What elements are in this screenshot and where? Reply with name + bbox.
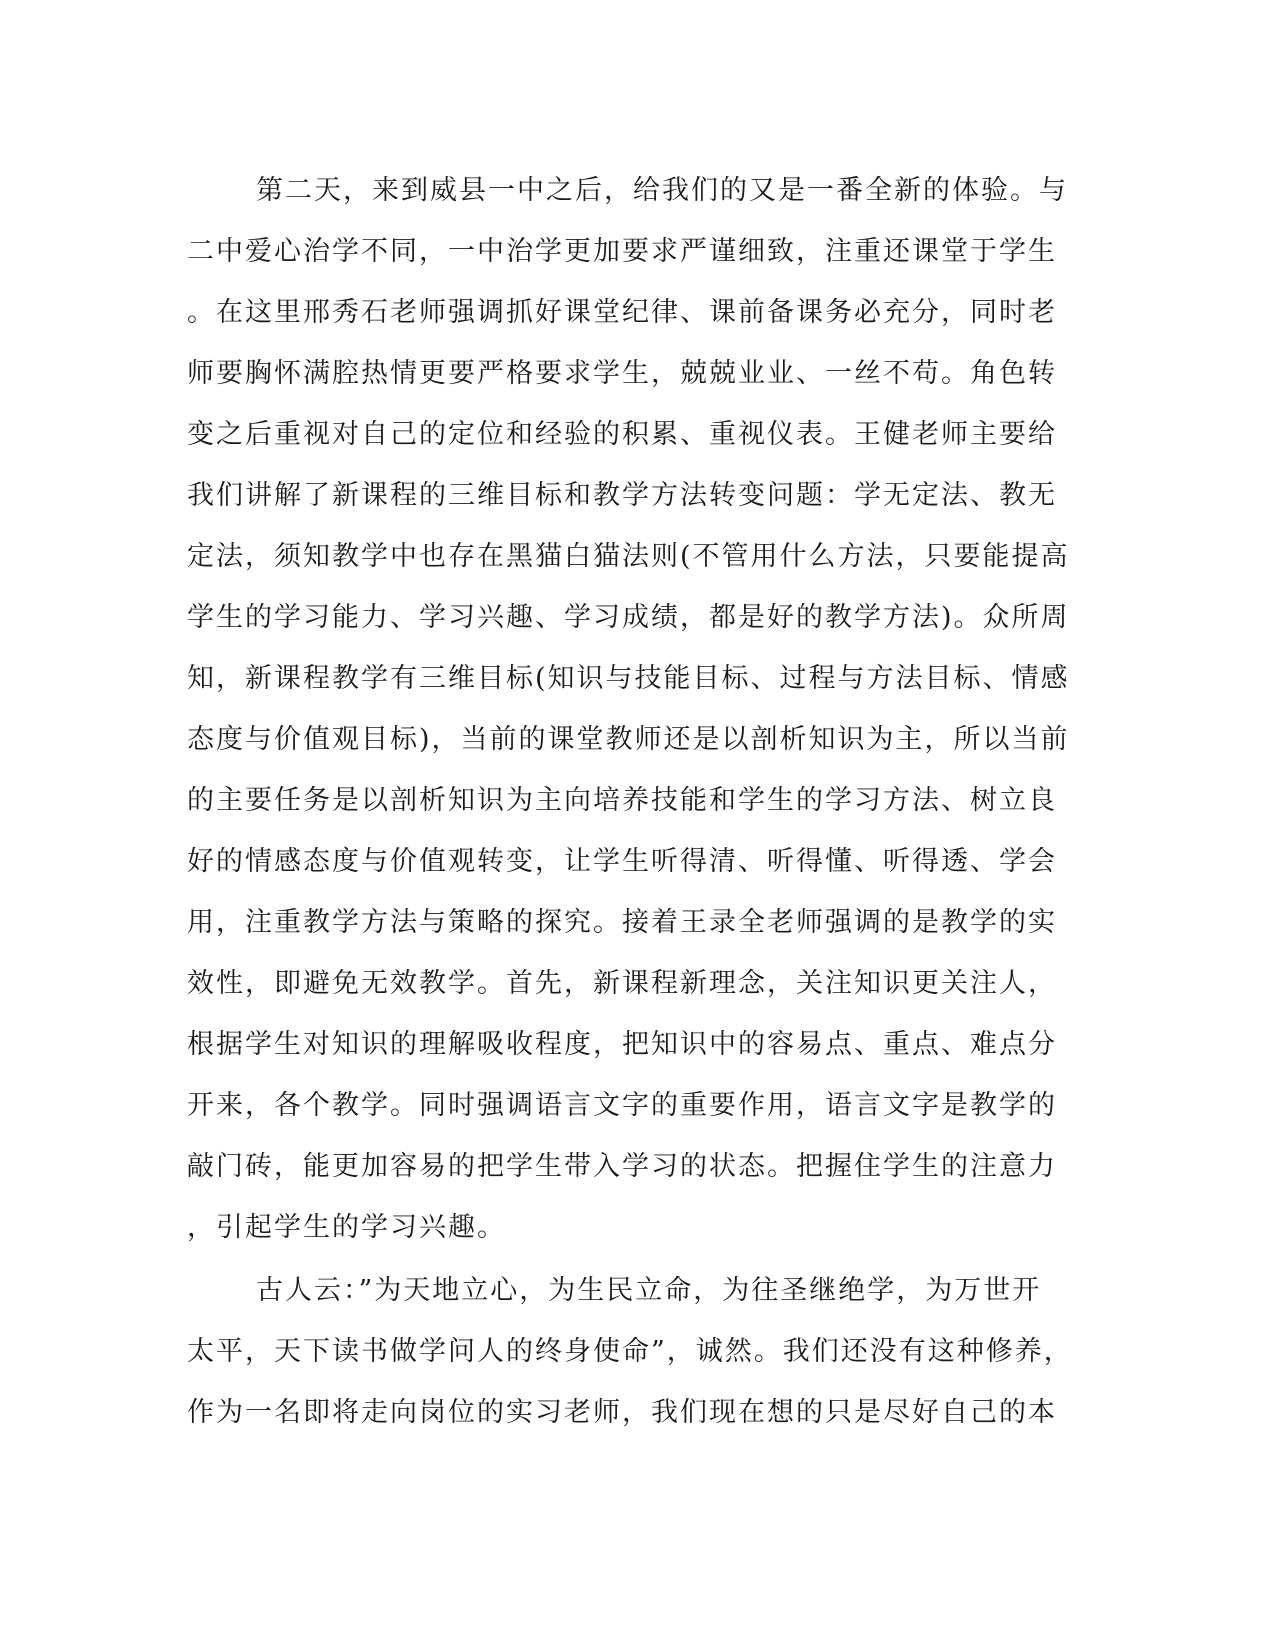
paragraph-2 [187,1260,1073,1443]
text-line: 我们讲解了新课程的三维目标和教学方法转变问题：学无定法、教无 [187,480,1057,511]
text-line: 根据学生对知识的理解吸收程度，把知识中的容易点、重点、难点分 [187,1029,1057,1060]
text-line: 师要胸怀满腔热情更要严格要求学生，兢兢业业、一丝不苟。角色转 [187,358,1057,389]
text-line: 定法，须知教学中也存在黑猫白猫法则(不管用什么方法，只要能提高 [187,541,1070,572]
text-line: 的主要任务是以剖析知识为主向培养技能和学生的学习方法、树立良 [187,785,1057,816]
text-line: 作为一名即将走向岗位的实习老师，我们现在想的只是尽好自己的本 [187,1397,1057,1428]
text-line: 变之后重视对自己的定位和经验的积累、重视仪表。王健老师主要给 [187,419,1057,450]
text-line: 开来，各个教学。同时强调语言文字的重要作用，语言文字是教学的 [187,1090,1057,1121]
text-line: 太平，天下读书做学问人的终身使命”，诚然。我们还没有这种修养， [187,1336,1073,1367]
text-line: 二中爱心治学不同，一中治学更加要求严谨细致，注重还课堂于学生 [187,236,1057,267]
text-line: ，引起学生的学习兴趣。 [187,1212,506,1243]
text-line: 效性，即避免无效教学。首先，新课程新理念，关注知识更关注人， [187,968,1057,999]
text-line: 态度与价值观目标)，当前的课堂教师还是以剖析知识为主，所以当前 [187,724,1070,755]
text-line: 知，新课程教学有三维目标(知识与技能目标、过程与方法目标、情感 [187,663,1070,694]
text-line: 好的情感态度与价值观转变，让学生听得清、听得懂、听得透、学会 [187,846,1057,877]
paragraph-1 [187,160,1070,1258]
text-line: 学生的学习能力、学习兴趣、学习成绩，都是好的教学方法)。众所周 [187,602,1070,633]
text-line: 。在这里邢秀石老师强调抓好课堂纪律、课前备课务必充分，同时老 [187,297,1057,328]
text-line: 第二天，来到威县一中之后，给我们的又是一番全新的体验。与 [256,175,1068,206]
text-line: 用，注重教学方法与策略的探究。接着王录全老师强调的是教学的实 [187,907,1057,938]
text-line: 古人云：”为天地立心，为生民立命，为往圣继绝学，为万世开 [256,1275,1042,1306]
body-text [187,160,1073,1443]
text-line: 敲门砖，能更加容易的把学生带入学习的状态。把握住学生的注意力 [187,1151,1057,1182]
